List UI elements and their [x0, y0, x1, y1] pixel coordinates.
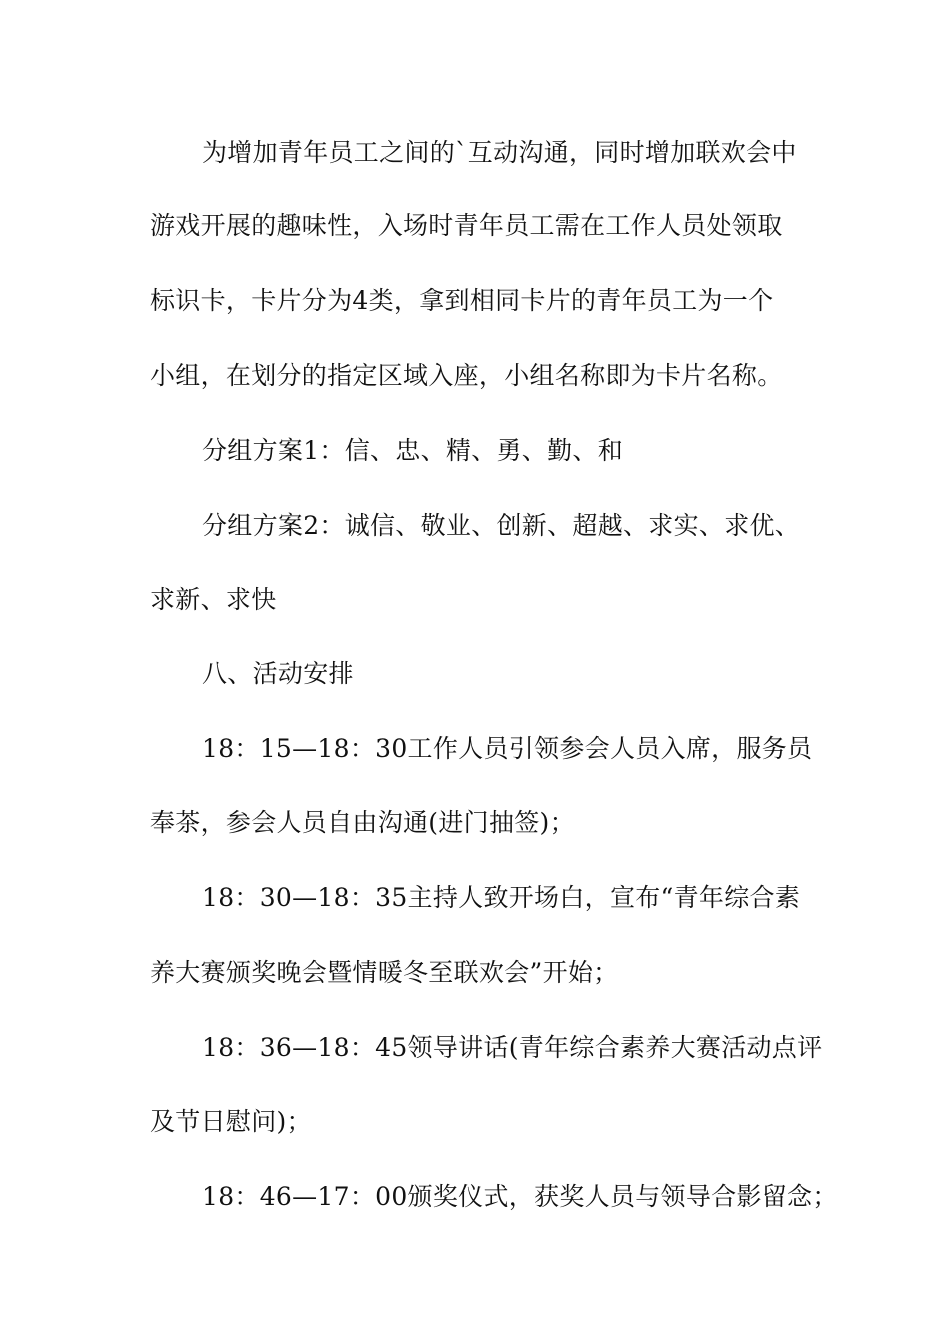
paragraph-line: 养大赛颁奖晚会暨情暖冬至联欢会”开始； — [150, 958, 619, 987]
paragraph-line: 18：46—17：00颁奖仪式，获奖人员与领导合影留念； — [202, 1182, 838, 1211]
paragraph-line: 18：15—18：30工作人员引领参会人员入席，服务员 — [202, 734, 813, 763]
paragraph-line: 奉茶，参会人员自由沟通(进门抽签)； — [150, 808, 575, 837]
paragraph-line: 标识卡，卡片分为4类，拿到相同卡片的青年员工为一个 — [150, 286, 774, 315]
paragraph-line: 为增加青年员工之间的`互动沟通，同时增加联欢会中 — [202, 138, 797, 167]
paragraph-line: 游戏开展的趣味性，入场时青年员工需在工作人员处领取 — [150, 211, 783, 240]
paragraph-line: 小组，在划分的指定区域入座，小组名称即为卡片名称。 — [150, 361, 783, 390]
section-heading: 八、活动安排 — [202, 659, 354, 688]
paragraph-line: 分组方案2：诚信、敬业、创新、超越、求实、求优、 — [202, 511, 801, 540]
paragraph-line: 18：36—18：45领导讲话(青年综合素养大赛活动点评 — [202, 1033, 823, 1062]
paragraph-line: 及节日慰问)； — [150, 1107, 312, 1136]
paragraph-line: 分组方案1：信、忠、精、勇、勤、和 — [202, 436, 624, 465]
paragraph-line: 求新、求快 — [150, 585, 277, 614]
paragraph-line: 18：30—18：35主持人致开场白，宣布“青年综合素 — [202, 883, 801, 912]
